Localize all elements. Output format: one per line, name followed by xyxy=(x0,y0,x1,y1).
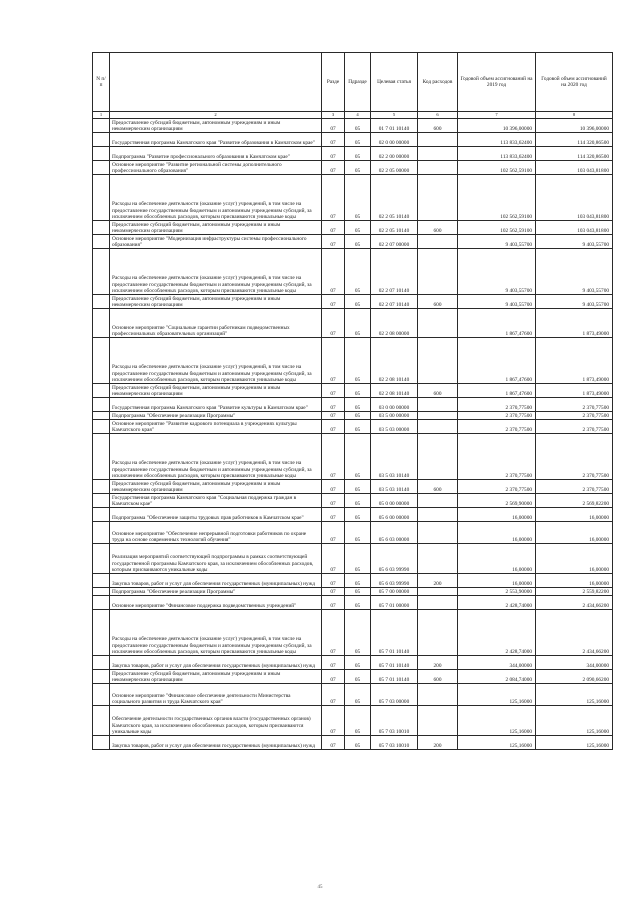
row-number xyxy=(93,736,110,750)
row-value-2020: 2 569,82200 xyxy=(536,494,613,508)
row-section: 07 xyxy=(322,610,345,656)
row-value-2019: 2 569,90000 xyxy=(458,494,536,508)
row-exptype xyxy=(418,133,458,147)
row-subsection: 05 xyxy=(345,508,371,522)
row-value-2019: 1 867,47600 xyxy=(458,338,536,384)
row-value-2020: 9 403,55700 xyxy=(536,249,613,295)
row-exptype xyxy=(418,249,458,295)
row-number xyxy=(93,588,110,596)
row-subsection: 05 xyxy=(345,588,371,596)
row-exptype: 600 xyxy=(418,221,458,235)
row-subsection: 05 xyxy=(345,522,371,544)
row-target: 05 6 00 00000 xyxy=(371,508,418,522)
row-exptype xyxy=(418,508,458,522)
col-index: 3 xyxy=(322,112,345,119)
row-section: 07 xyxy=(322,309,345,338)
row-target: 01 7 01 10140 xyxy=(371,119,418,133)
row-value-2019: 2 428,74000 xyxy=(458,610,536,656)
row-value-2020: 1 873,49000 xyxy=(536,384,613,398)
page-number: 45 xyxy=(317,885,323,890)
row-exptype xyxy=(418,175,458,221)
row-target: 05 7 01 10140 xyxy=(371,610,418,656)
row-target: 02 2 05 00000 xyxy=(371,161,418,175)
table-row xyxy=(93,670,613,684)
row-value-2019: 344,00000 xyxy=(458,656,536,670)
row-section: 07 xyxy=(322,133,345,147)
row-value-2020: 125,16000 xyxy=(536,706,613,736)
row-value-2019: 1 867,47600 xyxy=(458,384,536,398)
row-value-2020: 2 370,77500 xyxy=(536,420,613,434)
table-header-row xyxy=(93,53,613,112)
col-index: 7 xyxy=(458,112,536,119)
row-name: Государственная программа Камчатского края "Развитие культуры в Камчатском крае" xyxy=(110,398,322,412)
row-name: Расходы на обеспечение деятельности (оказание услуг) учреждений, в том числе на предоставление государственным бюджетным и автономным учреждениям субсидий, за исключением обособленных расходов, которым присваиваются уникальные коды xyxy=(110,434,322,480)
row-number xyxy=(93,574,110,588)
row-value-2020: 103 043,81800 xyxy=(536,221,613,235)
row-exptype xyxy=(418,398,458,412)
row-exptype: 600 xyxy=(418,384,458,398)
row-number xyxy=(93,133,110,147)
row-name: Предоставление субсидий бюджетным, автономным учреждениям и иным некоммерческим организациям xyxy=(110,295,322,309)
row-section: 07 xyxy=(322,221,345,235)
row-value-2020: 16,00000 xyxy=(536,522,613,544)
row-exptype xyxy=(418,338,458,384)
table-row xyxy=(93,398,613,412)
row-exptype xyxy=(418,544,458,574)
row-value-2020: 9 403,55700 xyxy=(536,295,613,309)
row-section: 07 xyxy=(322,175,345,221)
row-name: Основное мероприятие "Развитие кадрового потенциала в учреждениях культуры Камчатского края" xyxy=(110,420,322,434)
row-subsection: 05 xyxy=(345,434,371,480)
row-value-2019: 2 370,77500 xyxy=(458,434,536,480)
row-name: Расходы на обеспечение деятельности (оказание услуг) учреждений, в том числе на предоставление государственным бюджетным и автономным учреждениям субсидий, за исключением обособленных расходов, которым присваиваются уникальные коды xyxy=(110,610,322,656)
row-section: 07 xyxy=(322,684,345,706)
row-exptype xyxy=(418,494,458,508)
row-name: Закупка товаров, работ и услуг для обеспечения государственных (муниципальных) нужд xyxy=(110,574,322,588)
row-target: 05 7 03 10010 xyxy=(371,736,418,750)
row-value-2019: 9 403,55700 xyxy=(458,249,536,295)
table-row xyxy=(93,309,613,338)
row-value-2019: 1 867,47600 xyxy=(458,309,536,338)
row-section: 07 xyxy=(322,161,345,175)
row-value-2020: 9 403,55700 xyxy=(536,235,613,249)
row-section: 07 xyxy=(322,736,345,750)
row-section: 07 xyxy=(322,147,345,161)
row-target: 05 7 01 00000 xyxy=(371,596,418,610)
column-index-row xyxy=(93,112,613,119)
table-row xyxy=(93,249,613,295)
col-index: 5 xyxy=(371,112,418,119)
row-exptype xyxy=(418,596,458,610)
row-value-2020: 16,00000 xyxy=(536,544,613,574)
table-body xyxy=(93,119,613,750)
row-subsection: 05 xyxy=(345,309,371,338)
row-value-2019: 16,00000 xyxy=(458,508,536,522)
row-name: Основное мероприятие "Финансовое обеспечение деятельности Министерства социального развития и труда Камчатского края" xyxy=(110,684,322,706)
row-value-2020: 16,00000 xyxy=(536,574,613,588)
row-name: Основное мероприятие "Развитие региональной системы дополнительного профессионального образования" xyxy=(110,161,322,175)
row-section: 07 xyxy=(322,398,345,412)
row-target: 02 2 05 10140 xyxy=(371,221,418,235)
table-row xyxy=(93,338,613,384)
row-subsection: 05 xyxy=(345,656,371,670)
row-name: Расходы на обеспечение деятельности (оказание услуг) учреждений, в том числе на предоставление государственным бюджетным и автономным учреждениям субсидий, за исключением обособленных расходов, которым присваиваются уникальные коды xyxy=(110,249,322,295)
row-subsection: 05 xyxy=(345,398,371,412)
row-target: 02 2 08 10140 xyxy=(371,338,418,384)
row-number xyxy=(93,161,110,175)
row-value-2019: 2 370,77500 xyxy=(458,398,536,412)
row-number xyxy=(93,412,110,420)
col-index: 1 xyxy=(93,112,110,119)
row-subsection: 05 xyxy=(345,596,371,610)
header-name xyxy=(110,53,322,112)
row-target: 03 5 03 00000 xyxy=(371,420,418,434)
row-target: 05 7 01 10140 xyxy=(371,656,418,670)
row-subsection: 05 xyxy=(345,574,371,588)
row-target: 02 0 00 00000 xyxy=(371,133,418,147)
row-subsection: 05 xyxy=(345,338,371,384)
row-value-2020: 114 320,86500 xyxy=(536,147,613,161)
row-target: 03 0 00 00000 xyxy=(371,398,418,412)
table-row xyxy=(93,420,613,434)
row-name: Государственная программа Камчатского края "Социальная поддержка граждан в Камчатском крае" xyxy=(110,494,322,508)
row-number xyxy=(93,544,110,574)
header-section: Разде xyxy=(322,53,345,112)
row-section: 07 xyxy=(322,249,345,295)
row-section: 07 xyxy=(322,670,345,684)
row-target: 02 2 07 10140 xyxy=(371,249,418,295)
row-exptype: 200 xyxy=(418,736,458,750)
table-row xyxy=(93,522,613,544)
row-name: Закупка товаров, работ и услуг для обеспечения государственных (муниципальных) нужд xyxy=(110,656,322,670)
row-value-2019: 125,16000 xyxy=(458,684,536,706)
row-number xyxy=(93,295,110,309)
row-exptype xyxy=(418,588,458,596)
row-section: 07 xyxy=(322,412,345,420)
row-section: 07 xyxy=(322,480,345,494)
table-row xyxy=(93,574,613,588)
table-row xyxy=(93,736,613,750)
table-row xyxy=(93,119,613,133)
row-number xyxy=(93,670,110,684)
row-name: Предоставление субсидий бюджетным, автономным учреждениям и иным некоммерческим организациям xyxy=(110,670,322,684)
row-target: 02 2 08 00000 xyxy=(371,309,418,338)
row-target: 02 2 08 10140 xyxy=(371,384,418,398)
row-name: Предоставление субсидий бюджетным, автономным учреждениям и иным некоммерческим организациям xyxy=(110,384,322,398)
col-index: 8 xyxy=(536,112,613,119)
row-value-2019: 9 403,55700 xyxy=(458,295,536,309)
row-number xyxy=(93,398,110,412)
row-name: Расходы на обеспечение деятельности (оказание услуг) учреждений, в том числе на предоставление государственным бюджетным и автономным учреждениям субсидий, за исключением обособленных расходов, которым присваиваются уникальные коды xyxy=(110,175,322,221)
row-value-2020: 10 396,00000 xyxy=(536,119,613,133)
row-subsection: 05 xyxy=(345,133,371,147)
row-subsection: 05 xyxy=(345,175,371,221)
row-name: Обеспечение деятельности государственных органов власти (государственных органов) Камчатского края, за исключением обособленных расходов, которым присваиваются уникальные коды xyxy=(110,706,322,736)
row-section: 07 xyxy=(322,384,345,398)
row-value-2020: 1 873,49000 xyxy=(536,309,613,338)
row-value-2019: 2 370,77500 xyxy=(458,420,536,434)
table-row xyxy=(93,133,613,147)
row-subsection: 05 xyxy=(345,544,371,574)
row-value-2019: 16,00000 xyxy=(458,574,536,588)
row-section: 07 xyxy=(322,119,345,133)
row-name: Закупка товаров, работ и услуг для обеспечения государственных (муниципальных) нужд xyxy=(110,736,322,750)
row-value-2019: 2 370,77500 xyxy=(458,480,536,494)
row-number xyxy=(93,684,110,706)
row-number xyxy=(93,596,110,610)
row-value-2020: 125,16000 xyxy=(536,736,613,750)
table-row xyxy=(93,494,613,508)
row-section: 07 xyxy=(322,544,345,574)
row-subsection: 05 xyxy=(345,412,371,420)
row-value-2020: 125,16000 xyxy=(536,684,613,706)
row-value-2020: 16,00000 xyxy=(536,508,613,522)
row-value-2020: 344,00000 xyxy=(536,656,613,670)
row-name: Предоставление субсидий бюджетным, автономным учреждениям и иным некоммерческим организациям xyxy=(110,480,322,494)
row-number xyxy=(93,384,110,398)
row-value-2019: 125,16000 xyxy=(458,736,536,750)
row-name: Основное мероприятие "Обеспечение непрерывной подготовки работников по охране труда на основе современных технологий обучения" xyxy=(110,522,322,544)
row-value-2020: 2 434,66200 xyxy=(536,596,613,610)
row-exptype: 600 xyxy=(418,480,458,494)
row-value-2019: 102 562,59100 xyxy=(458,161,536,175)
row-value-2019: 2 553,90000 xyxy=(458,588,536,596)
row-section: 07 xyxy=(322,574,345,588)
row-number xyxy=(93,494,110,508)
table-row xyxy=(93,412,613,420)
row-value-2020: 2 370,77500 xyxy=(536,412,613,420)
table-row xyxy=(93,161,613,175)
row-name: Подпрограмма "Обеспечение реализации Программы" xyxy=(110,412,322,420)
row-number xyxy=(93,175,110,221)
row-name: Основное мероприятие "Модернизация инфраструктуры системы профессионального образования" xyxy=(110,235,322,249)
budget-table xyxy=(92,52,613,750)
row-value-2020: 1 873,49000 xyxy=(536,338,613,384)
row-subsection: 05 xyxy=(345,161,371,175)
row-number xyxy=(93,119,110,133)
row-exptype xyxy=(418,147,458,161)
row-exptype xyxy=(418,610,458,656)
row-value-2019: 9 403,55700 xyxy=(458,235,536,249)
row-target: 03 5 03 10140 xyxy=(371,480,418,494)
row-section: 07 xyxy=(322,295,345,309)
table-row xyxy=(93,610,613,656)
row-value-2019: 113 833,62400 xyxy=(458,133,536,147)
row-target: 02 2 00 00000 xyxy=(371,147,418,161)
row-subsection: 05 xyxy=(345,670,371,684)
header-num: N п/п xyxy=(93,53,110,112)
row-name: Предоставление субсидий бюджетным, автономным учреждениям и иным некоммерческим организациям xyxy=(110,221,322,235)
header-subsection: Пдразде xyxy=(345,53,371,112)
row-subsection: 05 xyxy=(345,420,371,434)
row-value-2019: 125,16000 xyxy=(458,706,536,736)
row-exptype xyxy=(418,235,458,249)
row-target: 05 7 00 00000 xyxy=(371,588,418,596)
header-exptype: Код расходов xyxy=(418,53,458,112)
row-value-2019: 102 562,59100 xyxy=(458,175,536,221)
row-name: Основное мероприятие "Финансовое поддержка подведомственных учреждений" xyxy=(110,596,322,610)
col-index: 4 xyxy=(345,112,371,119)
row-name: Подпрограмма "Обеспечение защиты трудовых прав работников в Камчатском крае" xyxy=(110,508,322,522)
row-section: 07 xyxy=(322,588,345,596)
row-value-2020: 2 559,82200 xyxy=(536,588,613,596)
row-subsection: 05 xyxy=(345,235,371,249)
row-target: 02 2 07 00000 xyxy=(371,235,418,249)
table-row xyxy=(93,175,613,221)
row-target: 05 6 03 99990 xyxy=(371,574,418,588)
table-row xyxy=(93,656,613,670)
row-target: 03 5 03 10140 xyxy=(371,434,418,480)
row-subsection: 05 xyxy=(345,494,371,508)
row-subsection: 05 xyxy=(345,147,371,161)
col-index: 2 xyxy=(110,112,322,119)
row-number xyxy=(93,221,110,235)
row-number xyxy=(93,235,110,249)
row-subsection: 05 xyxy=(345,610,371,656)
document-page xyxy=(92,52,612,750)
row-section: 07 xyxy=(322,494,345,508)
table-row xyxy=(93,235,613,249)
row-value-2020: 103 043,81800 xyxy=(536,161,613,175)
table-row xyxy=(93,596,613,610)
row-section: 07 xyxy=(322,596,345,610)
row-name: Основное мероприятие "Социальные гарантии работникам подведомственных профессиональных образовательных организаций" xyxy=(110,309,322,338)
row-subsection: 05 xyxy=(345,384,371,398)
row-value-2020: 114 320,86500 xyxy=(536,133,613,147)
row-subsection: 05 xyxy=(345,736,371,750)
table-row xyxy=(93,544,613,574)
row-section: 07 xyxy=(322,656,345,670)
row-number xyxy=(93,508,110,522)
row-exptype xyxy=(418,412,458,420)
row-number xyxy=(93,249,110,295)
row-section: 07 xyxy=(322,706,345,736)
row-value-2019: 102 562,59100 xyxy=(458,221,536,235)
row-value-2020: 2 370,77500 xyxy=(536,398,613,412)
row-number xyxy=(93,420,110,434)
table-row xyxy=(93,295,613,309)
row-target: 05 7 01 10140 xyxy=(371,670,418,684)
row-target: 05 6 03 99990 xyxy=(371,544,418,574)
row-target: 02 2 07 10140 xyxy=(371,295,418,309)
row-subsection: 05 xyxy=(345,684,371,706)
row-value-2020: 2 090,66200 xyxy=(536,670,613,684)
col-index: 6 xyxy=(418,112,458,119)
row-name: Подпрограмма "Развитие профессионального образования в Камчатском крае" xyxy=(110,147,322,161)
table-row xyxy=(93,384,613,398)
table-row xyxy=(93,147,613,161)
row-value-2019: 2 370,77500 xyxy=(458,412,536,420)
table-row xyxy=(93,508,613,522)
row-subsection: 05 xyxy=(345,221,371,235)
row-number xyxy=(93,309,110,338)
row-number xyxy=(93,338,110,384)
row-value-2020: 2 370,77500 xyxy=(536,480,613,494)
row-value-2020: 2 370,77500 xyxy=(536,434,613,480)
row-target: 02 2 05 10140 xyxy=(371,175,418,221)
row-value-2020: 2 434,66200 xyxy=(536,610,613,656)
row-section: 07 xyxy=(322,522,345,544)
row-exptype xyxy=(418,309,458,338)
row-target: 05 7 03 00000 xyxy=(371,684,418,706)
row-value-2019: 113 833,62400 xyxy=(458,147,536,161)
row-exptype xyxy=(418,684,458,706)
row-number xyxy=(93,610,110,656)
table-row xyxy=(93,480,613,494)
row-target: 05 6 03 00000 xyxy=(371,522,418,544)
header-2020: Годовой объем ассигнований на 2020 год xyxy=(536,53,613,112)
row-section: 07 xyxy=(322,434,345,480)
row-value-2020: 103 043,81800 xyxy=(536,175,613,221)
table-row xyxy=(93,434,613,480)
row-exptype: 600 xyxy=(418,670,458,684)
row-number xyxy=(93,434,110,480)
row-target: 05 7 03 10010 xyxy=(371,706,418,736)
row-value-2019: 2 428,74000 xyxy=(458,596,536,610)
row-subsection: 05 xyxy=(345,295,371,309)
row-name: Подпрограмма "Обеспечение реализации Программы" xyxy=(110,588,322,596)
row-number xyxy=(93,656,110,670)
row-target: 03 5 00 00000 xyxy=(371,412,418,420)
row-exptype: 600 xyxy=(418,119,458,133)
row-name: Предоставление субсидий бюджетным, автономным учреждениям и иным некоммерческим организациям xyxy=(110,119,322,133)
row-section: 07 xyxy=(322,420,345,434)
table-row xyxy=(93,221,613,235)
row-name: Государственная программа Камчатского края "Развитие образования в Камчатском крае" xyxy=(110,133,322,147)
row-exptype: 600 xyxy=(418,295,458,309)
row-exptype: 200 xyxy=(418,574,458,588)
row-value-2019: 16,00000 xyxy=(458,522,536,544)
row-subsection: 05 xyxy=(345,249,371,295)
row-exptype xyxy=(418,434,458,480)
table-row xyxy=(93,588,613,596)
row-number xyxy=(93,522,110,544)
row-target: 05 0 00 00000 xyxy=(371,494,418,508)
row-value-2019: 10 396,00000 xyxy=(458,119,536,133)
header-2019: Годовой объем ассигнований на 2019 год xyxy=(458,53,536,112)
row-name: Реализация мероприятий соответствующей подпрограммы в рамках соответствующей государственной программы Камчатского края, за исключением обособленных расходов, которым присваиваются уникальные коды xyxy=(110,544,322,574)
row-number xyxy=(93,147,110,161)
row-value-2019: 2 084,74000 xyxy=(458,670,536,684)
row-exptype: 200 xyxy=(418,656,458,670)
row-subsection: 05 xyxy=(345,119,371,133)
row-number xyxy=(93,480,110,494)
row-section: 07 xyxy=(322,235,345,249)
row-value-2019: 16,00000 xyxy=(458,544,536,574)
row-exptype xyxy=(418,706,458,736)
row-subsection: 05 xyxy=(345,480,371,494)
header-target: Целевая статья xyxy=(371,53,418,112)
row-subsection: 05 xyxy=(345,706,371,736)
row-name: Расходы на обеспечение деятельности (оказание услуг) учреждений, в том числе на предоставление государственным бюджетным и автономным учреждениям субсидий, за исключением обособленных расходов, которым присваиваются уникальные коды xyxy=(110,338,322,384)
row-number xyxy=(93,706,110,736)
row-exptype xyxy=(418,161,458,175)
table-row xyxy=(93,706,613,736)
row-exptype xyxy=(418,522,458,544)
table-row xyxy=(93,684,613,706)
row-section: 07 xyxy=(322,508,345,522)
row-section: 07 xyxy=(322,338,345,384)
row-exptype xyxy=(418,420,458,434)
